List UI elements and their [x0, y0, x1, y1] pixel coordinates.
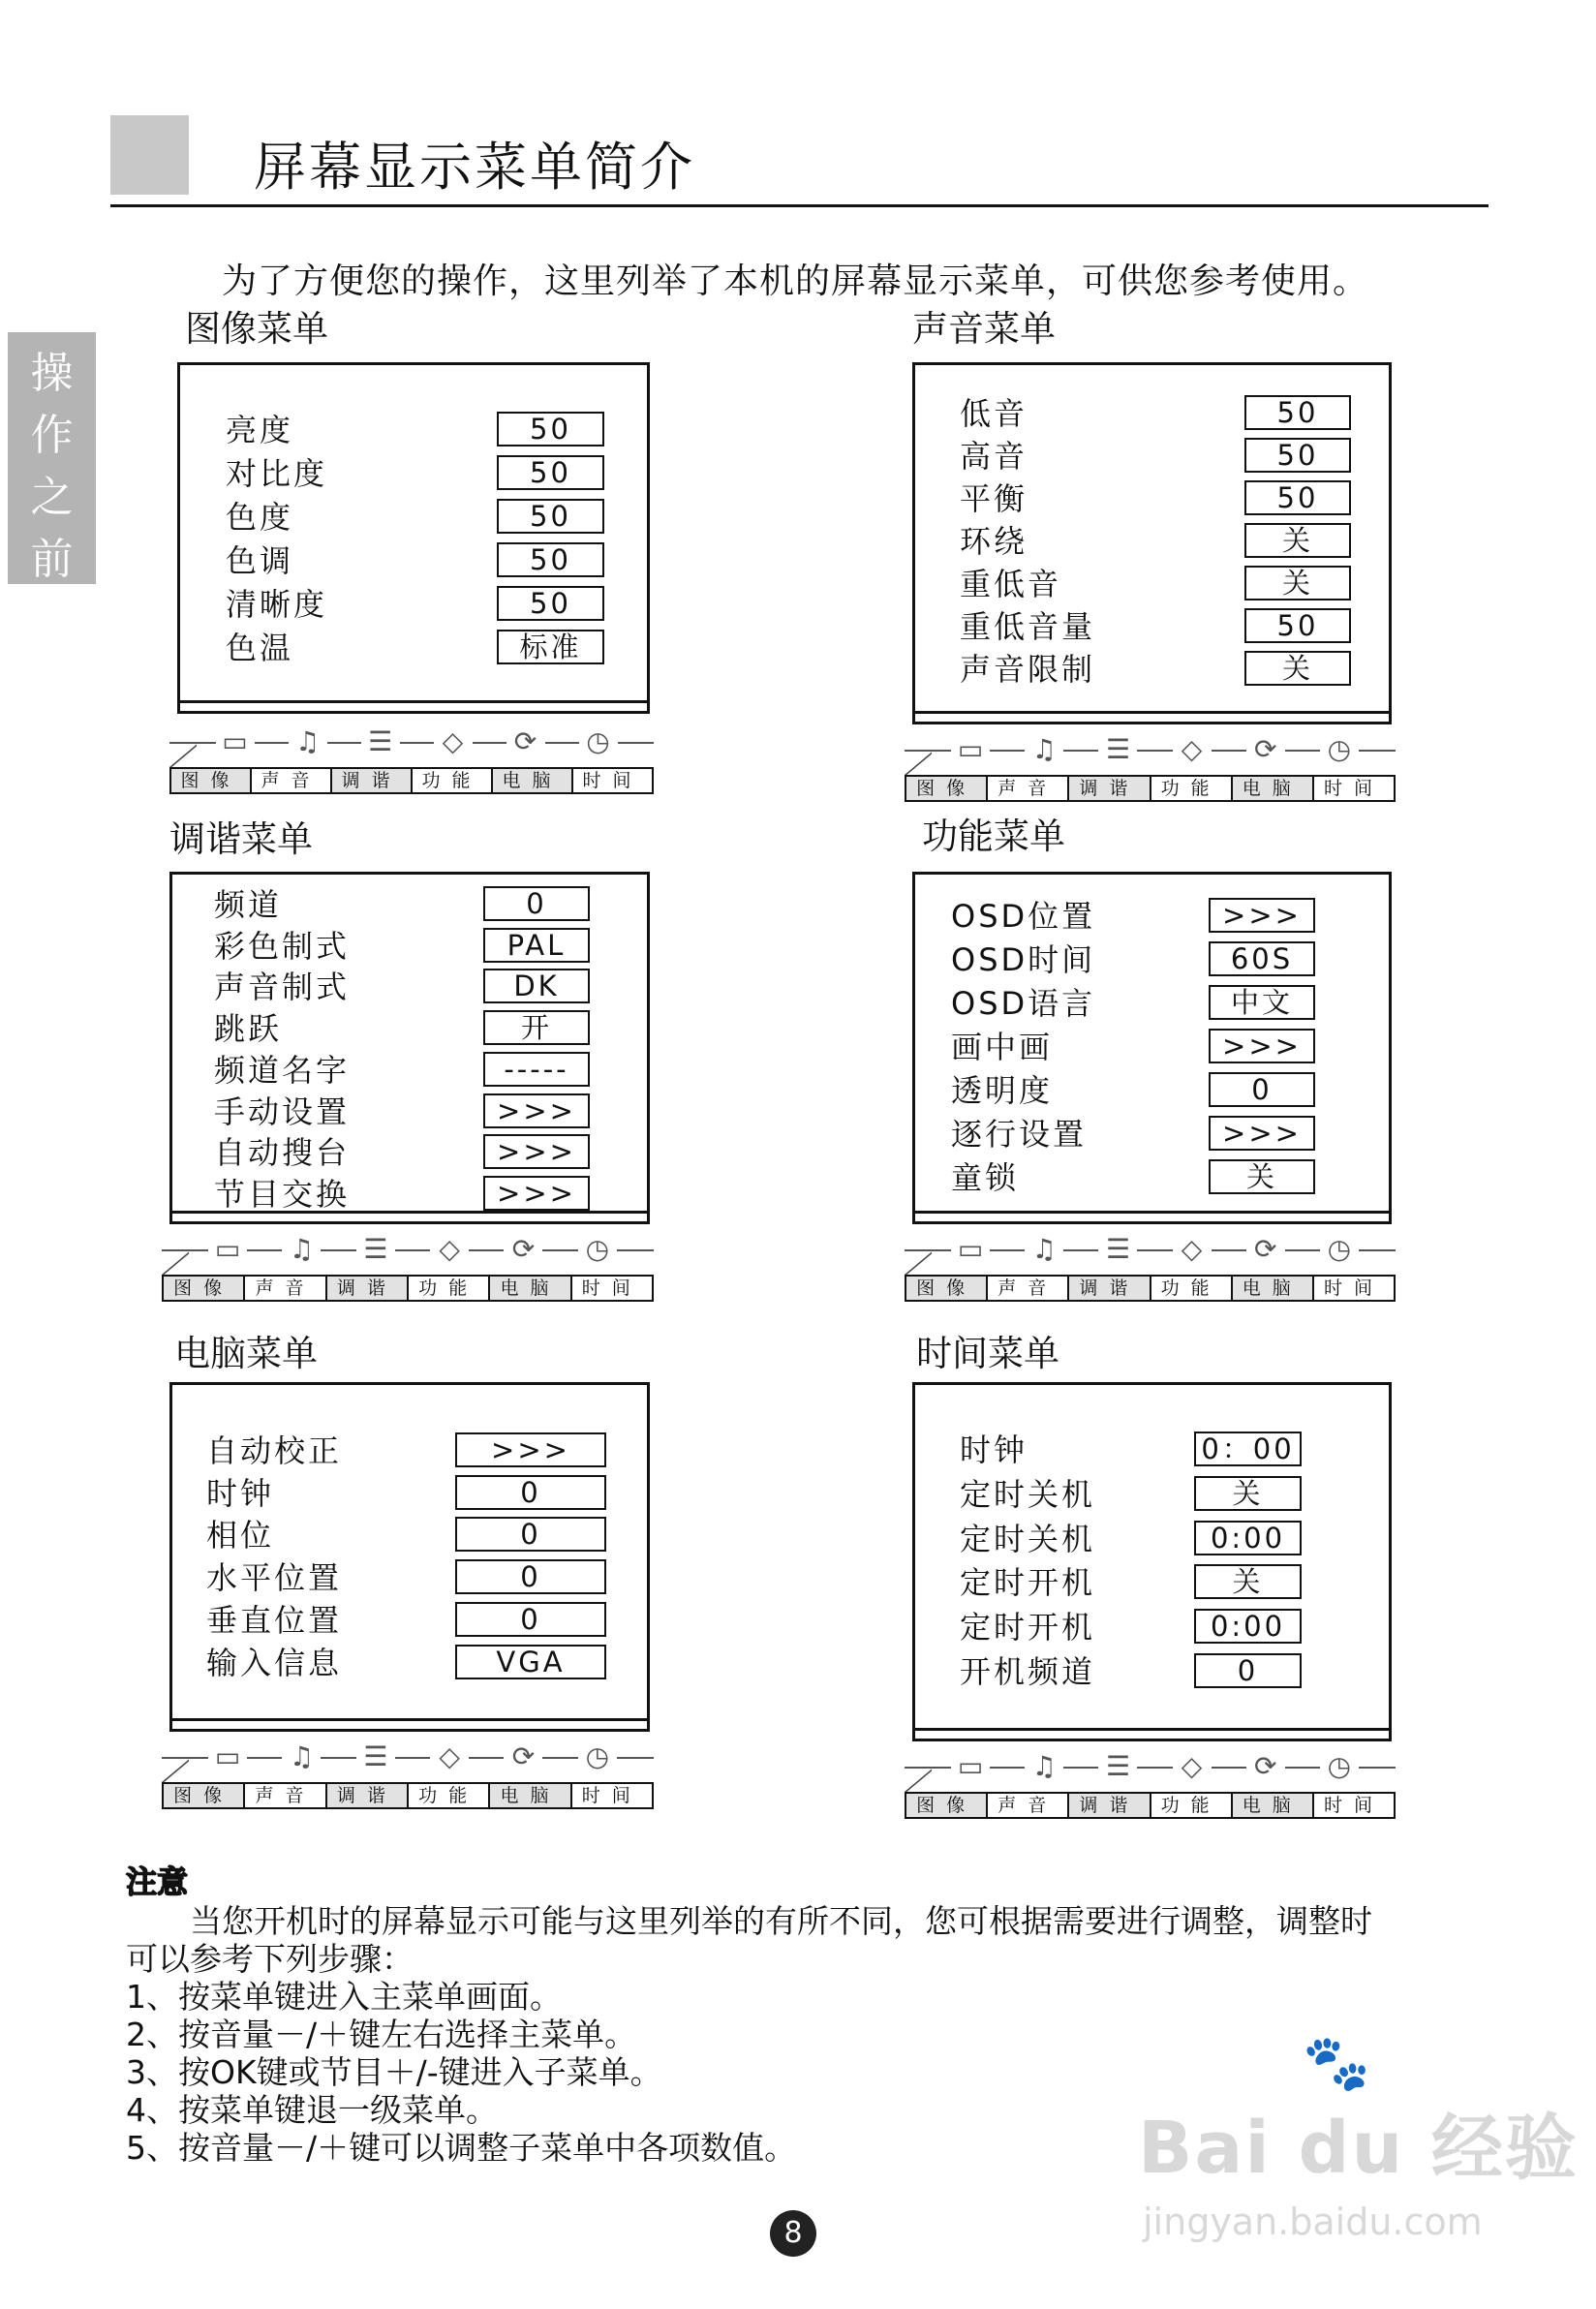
menu-row[interactable]: [915, 898, 1389, 935]
menu-item-value[interactable]: 中文: [1209, 985, 1315, 1020]
menu-item-label: 频道: [214, 886, 283, 923]
menu-row[interactable]: [180, 412, 647, 448]
menu-item-label: 清晰度: [226, 586, 328, 623]
watermark-logo: Bai du 经验: [1138, 2107, 1579, 2190]
tab-2[interactable]: 调谐: [1069, 1794, 1151, 1817]
tab-5[interactable]: 时间: [582, 770, 643, 791]
tab-5[interactable]: 时间: [1323, 1278, 1384, 1299]
clock-icon[interactable]: ◷: [1320, 1229, 1359, 1268]
tab-5[interactable]: 时间: [581, 1278, 642, 1299]
menu-item-value[interactable]: >>>: [1209, 1116, 1315, 1151]
note-line: 1、按菜单键进入主菜单画面。: [126, 1978, 562, 2016]
tab-3[interactable]: 功能: [409, 1784, 490, 1807]
menu-item-label: 环绕: [960, 523, 1028, 560]
menu-row[interactable]: [915, 1072, 1389, 1109]
menu-item-value[interactable]: DK: [483, 969, 590, 1003]
note-line: 3、按OK键或节目＋/-键进入子菜单。: [126, 2053, 662, 2091]
menu-row[interactable]: [172, 1517, 647, 1554]
intro-text: 为了方便您的操作，这里列举了本机的屏幕显示菜单，可供您参考使用。: [222, 262, 1369, 301]
menu-item-label: 相位: [206, 1517, 275, 1555]
menu-item-value[interactable]: 标准: [497, 630, 604, 664]
menu-item-value[interactable]: 50: [1244, 480, 1351, 515]
menu-item-value[interactable]: 0: [455, 1475, 606, 1510]
menu-row[interactable]: [172, 1645, 647, 1681]
function-tag-icon[interactable]: ◇: [1173, 1229, 1212, 1268]
music-note-icon[interactable]: ♫: [1025, 1229, 1063, 1268]
menu-item-label: 水平位置: [206, 1559, 343, 1597]
menu-row[interactable]: [915, 1564, 1389, 1601]
menu-row[interactable]: [172, 1010, 647, 1047]
tab-2[interactable]: 调谐: [327, 1784, 409, 1807]
tab-4[interactable]: 电脑: [490, 1277, 571, 1300]
menu-row[interactable]: [172, 928, 647, 965]
menu-tabs: [162, 1275, 654, 1302]
tab-5[interactable]: 时间: [1323, 778, 1384, 799]
menu-item-label: OSD位置: [951, 898, 1096, 935]
menu-item-label: 彩色制式: [214, 927, 351, 965]
function-tag-icon[interactable]: ◇: [1173, 729, 1212, 768]
panel-bottom-frame: [915, 1211, 1389, 1224]
menu-item-value[interactable]: 关: [1194, 1564, 1302, 1599]
menu-item-label: 定时开机: [960, 1609, 1096, 1647]
menu-row[interactable]: [172, 1475, 647, 1512]
menu-row[interactable]: [915, 1653, 1389, 1690]
menu-item-label: 定时关机: [960, 1475, 1096, 1513]
channel-list-icon[interactable]: ☰: [356, 1737, 395, 1775]
menu-item-value[interactable]: 0: [455, 1517, 606, 1552]
tab-4[interactable]: 电脑: [493, 769, 573, 792]
tv-icon[interactable]: ▭: [951, 1229, 990, 1268]
menu-item-label: 对比度: [226, 455, 328, 492]
menu-item-value[interactable]: >>>: [1209, 1029, 1315, 1063]
menu-panel: [912, 1382, 1392, 1741]
tab-4[interactable]: 电脑: [490, 1784, 571, 1807]
menu-item-label: 开机频道: [960, 1653, 1096, 1690]
menu-item-label: 透明度: [951, 1072, 1054, 1109]
menu-item-value[interactable]: 0:00: [1194, 1609, 1302, 1644]
menu-item-label: 输入信息: [206, 1644, 343, 1681]
menu-item-label: 重低音: [960, 566, 1062, 602]
menu-row[interactable]: [180, 542, 647, 579]
music-note-icon[interactable]: ♫: [1025, 729, 1063, 768]
tab-1[interactable]: 声音: [988, 777, 1069, 800]
menu-tab-bar: [162, 1224, 654, 1302]
menu-panel: [912, 362, 1392, 724]
menu-item-label: 垂直位置: [206, 1601, 343, 1639]
note-line: 当您开机时的屏幕显示可能与这里列举的有所不同，您可根据需要进行调整，调整时: [126, 1902, 1372, 1940]
menu-icons: [934, 1224, 1376, 1273]
panel-title: 调谐菜单: [169, 818, 313, 860]
tab-0[interactable]: 图像: [164, 1277, 245, 1300]
clock-icon[interactable]: ◷: [579, 722, 618, 760]
note-line: 可以参考下列步骤：: [126, 1940, 414, 1978]
menu-item-value[interactable]: 关: [1244, 566, 1351, 600]
menu-item-value[interactable]: >>>: [455, 1432, 606, 1467]
tab-5[interactable]: 时间: [1323, 1795, 1384, 1816]
menu-item-value[interactable]: 0: [455, 1559, 606, 1594]
menu-item-value[interactable]: 50: [1244, 608, 1351, 643]
panel-bottom-frame: [915, 711, 1389, 724]
menu-icons: [934, 1741, 1376, 1790]
menu-item-label: 色温: [226, 630, 294, 666]
menu-item-value[interactable]: 50: [497, 412, 604, 446]
menu-item-value[interactable]: >>>: [483, 1134, 590, 1169]
menu-row[interactable]: [915, 1521, 1389, 1557]
menu-row[interactable]: [172, 1559, 647, 1596]
menu-row[interactable]: [172, 1134, 647, 1171]
tv-icon[interactable]: ▭: [208, 1737, 247, 1775]
music-note-icon[interactable]: ♫: [282, 1737, 321, 1775]
menu-item-value[interactable]: 0: [455, 1602, 606, 1637]
menu-row[interactable]: [915, 438, 1389, 475]
menu-item-value[interactable]: 0: [1194, 1653, 1302, 1688]
menu-panel: [169, 1382, 650, 1732]
note-line: 4、按菜单键退一级菜单。: [126, 2091, 498, 2129]
menu-item-label: 亮度: [226, 412, 294, 448]
menu-row[interactable]: [915, 1159, 1389, 1196]
menu-item-value[interactable]: 0: [483, 886, 590, 921]
menu-row[interactable]: [915, 985, 1389, 1022]
tab-4[interactable]: 电脑: [1233, 1794, 1314, 1817]
menu-item-label: 声音限制: [960, 651, 1096, 688]
menu-item-label: 平衡: [960, 480, 1028, 517]
panel-title: 时间菜单: [916, 1333, 1059, 1374]
side-tab-char: 前: [30, 535, 74, 584]
side-tab-char: 之: [30, 473, 74, 522]
panel-bottom-frame: [915, 1728, 1389, 1741]
menu-row[interactable]: [915, 651, 1389, 688]
page-title: 屏幕显示菜单简介: [254, 137, 695, 198]
menu-item-label: 节目交换: [214, 1175, 351, 1213]
menu-row[interactable]: [172, 1602, 647, 1639]
menu-row[interactable]: [172, 886, 647, 923]
side-tab-char: 作: [30, 411, 74, 460]
menu-item-value[interactable]: VGA: [455, 1645, 606, 1679]
menu-tab-bar: [905, 724, 1396, 802]
title-divider: [110, 204, 1489, 207]
menu-tab-bar: [905, 1741, 1396, 1819]
menu-item-label: OSD时间: [951, 941, 1096, 978]
music-note-icon[interactable]: ♫: [1025, 1746, 1063, 1785]
function-tag-icon[interactable]: ◇: [434, 722, 473, 760]
menu-item-label: 自动搜台: [214, 1134, 351, 1172]
menu-item-label: 声音制式: [214, 969, 351, 1006]
menu-icons: [199, 717, 634, 765]
menu-row[interactable]: [915, 1609, 1389, 1646]
menu-item-value[interactable]: 50: [497, 586, 604, 621]
menu-item-label: 色调: [226, 542, 294, 579]
menu-item-value[interactable]: 关: [1209, 1159, 1315, 1194]
tab-5[interactable]: 时间: [581, 1785, 642, 1806]
tab-3[interactable]: 功能: [1151, 1277, 1233, 1300]
watermark-url: jingyan.baidu.com: [1143, 2201, 1483, 2243]
menu-row[interactable]: [915, 941, 1389, 978]
tab-1[interactable]: 声音: [252, 769, 332, 792]
menu-item-value[interactable]: -----: [483, 1052, 590, 1087]
menu-item-label: 定时关机: [960, 1520, 1096, 1557]
menu-row[interactable]: [915, 1432, 1389, 1468]
menu-icons: [191, 1732, 634, 1780]
menu-row[interactable]: [915, 1476, 1389, 1513]
menu-item-value[interactable]: 关: [1244, 651, 1351, 686]
menu-item-label: 逐行设置: [951, 1116, 1088, 1153]
tab-0[interactable]: 图像: [906, 1277, 988, 1300]
panel-title: 功能菜单: [922, 816, 1065, 857]
panel-title: 图像菜单: [185, 308, 328, 350]
tv-icon[interactable]: ▭: [951, 729, 990, 768]
menu-item-value[interactable]: 关: [1194, 1476, 1302, 1511]
menu-tabs: [905, 1275, 1396, 1302]
menu-panel: [912, 872, 1392, 1224]
menu-item-value[interactable]: 0: [1209, 1072, 1315, 1107]
pc-icon[interactable]: ⟳: [504, 1737, 542, 1775]
menu-row[interactable]: [172, 1052, 647, 1089]
menu-item-label: 童锁: [951, 1159, 1020, 1196]
menu-item-value[interactable]: 50: [497, 499, 604, 534]
pc-icon[interactable]: ⟳: [1246, 729, 1285, 768]
tab-2[interactable]: 调谐: [332, 769, 413, 792]
panel-title: 电脑菜单: [174, 1333, 318, 1374]
panel-bottom-frame: [172, 1211, 647, 1224]
menu-row[interactable]: [180, 499, 647, 536]
menu-item-value[interactable]: >>>: [483, 1093, 590, 1128]
function-tag-icon[interactable]: ◇: [1173, 1746, 1212, 1785]
menu-item-value[interactable]: 50: [497, 455, 604, 490]
menu-item-value[interactable]: 0：00: [1194, 1432, 1302, 1466]
channel-list-icon[interactable]: ☰: [1098, 1229, 1137, 1268]
menu-row[interactable]: [915, 1029, 1389, 1065]
menu-item-label: 时钟: [206, 1474, 275, 1512]
menu-item-value[interactable]: 50: [1244, 395, 1351, 430]
tab-3[interactable]: 功能: [1151, 1794, 1233, 1817]
side-tab-char: 操: [30, 349, 74, 398]
menu-tabs: [162, 1782, 654, 1809]
menu-tab-bar: [905, 1224, 1396, 1302]
tab-2[interactable]: 调谐: [1069, 777, 1151, 800]
menu-item-value[interactable]: PAL: [483, 928, 590, 963]
pc-icon[interactable]: ⟳: [1246, 1746, 1285, 1785]
tab-3[interactable]: 功能: [413, 769, 493, 792]
menu-item-value[interactable]: >>>: [483, 1176, 590, 1211]
menu-row[interactable]: [172, 1176, 647, 1213]
side-tab: [8, 332, 96, 584]
tab-0[interactable]: 图像: [164, 1784, 245, 1807]
menu-row[interactable]: [915, 608, 1389, 645]
menu-tab-bar: [169, 717, 654, 794]
menu-item-label: 重低音量: [960, 608, 1096, 645]
clock-icon[interactable]: ◷: [578, 1229, 617, 1268]
music-note-icon[interactable]: ♫: [289, 722, 327, 760]
tab-2[interactable]: 调谐: [1069, 1277, 1151, 1300]
menu-tab-bar: [162, 1732, 654, 1809]
menu-item-value[interactable]: 50: [1244, 438, 1351, 473]
tab-0[interactable]: 图像: [906, 1794, 988, 1817]
section-marker: [110, 115, 189, 195]
menu-tabs: [905, 1792, 1396, 1819]
tab-0[interactable]: 图像: [171, 769, 252, 792]
menu-row[interactable]: [172, 969, 647, 1005]
note-heading: 注意: [126, 1863, 189, 1900]
menu-item-value[interactable]: 0:00: [1194, 1521, 1302, 1555]
tab-0[interactable]: 图像: [906, 777, 988, 800]
tab-4[interactable]: 电脑: [1233, 1277, 1314, 1300]
menu-row[interactable]: [915, 1116, 1389, 1153]
menu-row[interactable]: [172, 1432, 647, 1469]
tab-4[interactable]: 电脑: [1233, 777, 1314, 800]
menu-row[interactable]: [180, 586, 647, 623]
menu-item-value[interactable]: 关: [1244, 523, 1351, 558]
menu-row[interactable]: [180, 455, 647, 492]
menu-icons: [191, 1224, 634, 1273]
music-note-icon[interactable]: ♫: [282, 1229, 321, 1268]
menu-item-label: 跳跃: [214, 1010, 283, 1048]
menu-row[interactable]: [915, 395, 1389, 432]
menu-row[interactable]: [180, 630, 647, 666]
channel-list-icon[interactable]: ☰: [356, 1229, 395, 1268]
tv-icon[interactable]: ▭: [216, 722, 255, 760]
menu-panel: [169, 872, 650, 1224]
function-tag-icon[interactable]: ◇: [430, 1737, 469, 1775]
pc-icon[interactable]: ⟳: [1246, 1229, 1285, 1268]
menu-item-label: 低音: [960, 395, 1028, 432]
clock-icon[interactable]: ◷: [1320, 1746, 1359, 1785]
tab-1[interactable]: 声音: [988, 1794, 1069, 1817]
clock-icon[interactable]: ◷: [1320, 729, 1359, 768]
menu-item-label: 频道名字: [214, 1051, 351, 1089]
menu-row[interactable]: [915, 480, 1389, 517]
panel-bottom-frame: [172, 1718, 647, 1732]
tab-1[interactable]: 声音: [988, 1277, 1069, 1300]
menu-row[interactable]: [915, 566, 1389, 602]
menu-item-value[interactable]: 50: [497, 542, 604, 577]
menu-tabs: [169, 767, 654, 794]
clock-icon[interactable]: ◷: [578, 1737, 617, 1775]
page-number: 8: [770, 2210, 816, 2257]
pc-icon[interactable]: ⟳: [504, 1229, 542, 1268]
menu-tabs: [905, 775, 1396, 802]
menu-item-value[interactable]: 60S: [1209, 941, 1315, 976]
tv-icon[interactable]: ▭: [208, 1229, 247, 1268]
panel-title: 声音菜单: [912, 308, 1056, 350]
menu-item-value[interactable]: 开: [483, 1010, 590, 1045]
channel-list-icon[interactable]: ☰: [1098, 729, 1137, 768]
menu-item-label: OSD语言: [951, 985, 1096, 1022]
channel-list-icon[interactable]: ☰: [361, 722, 400, 760]
tab-3[interactable]: 功能: [1151, 777, 1233, 800]
tab-3[interactable]: 功能: [409, 1277, 490, 1300]
function-tag-icon[interactable]: ◇: [430, 1229, 469, 1268]
menu-item-label: 色度: [226, 499, 294, 536]
panel-bottom-frame: [180, 700, 647, 714]
menu-panel: [177, 362, 650, 714]
menu-item-label: 画中画: [951, 1029, 1054, 1065]
tab-2[interactable]: 调谐: [327, 1277, 409, 1300]
menu-item-label: 自动校正: [206, 1432, 343, 1469]
channel-list-icon[interactable]: ☰: [1098, 1746, 1137, 1785]
tv-icon[interactable]: ▭: [951, 1746, 990, 1785]
menu-icons: [934, 724, 1376, 773]
menu-item-value[interactable]: >>>: [1209, 898, 1315, 933]
menu-row[interactable]: [915, 523, 1389, 560]
note-line: 5、按音量－/＋键可以调整子菜单中各项数值。: [126, 2129, 797, 2167]
tab-1[interactable]: 声音: [245, 1277, 326, 1300]
paw-watermark-icon: 🐾: [1303, 2032, 1370, 2095]
menu-item-label: 定时开机: [960, 1564, 1096, 1602]
pc-icon[interactable]: ⟳: [506, 722, 545, 760]
menu-item-label: 手动设置: [214, 1093, 351, 1130]
tab-1[interactable]: 声音: [245, 1784, 326, 1807]
menu-item-label: 高音: [960, 438, 1028, 475]
note-line: 2、按音量－/＋键左右选择主菜单。: [126, 2016, 637, 2053]
menu-row[interactable]: [172, 1093, 647, 1130]
menu-item-label: 时钟: [960, 1432, 1028, 1468]
